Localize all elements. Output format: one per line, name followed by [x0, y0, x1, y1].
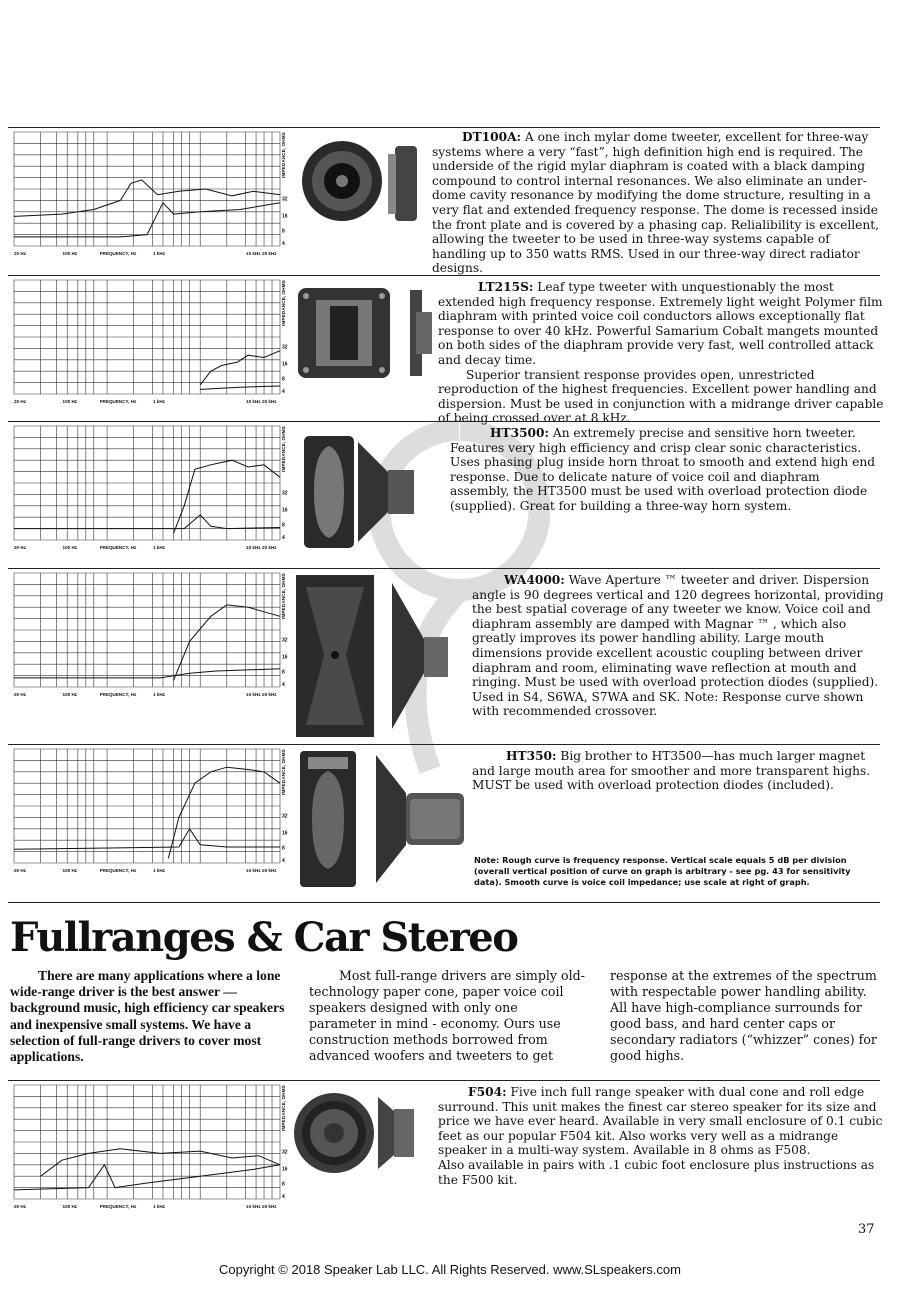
x-tick-label: 20 kHz: [262, 868, 277, 873]
impedance-curve: [14, 203, 280, 237]
product-row-ht3500: [8, 421, 880, 554]
y-axis-label: IMPEDANCE, OHMS: [282, 573, 287, 619]
y-tick-label: 8: [282, 845, 285, 852]
y-tick-label: 4: [282, 681, 285, 688]
product-text: Wave Aperture ™ tweeter and driver. Dispersion angle is 90 degrees vertical and 120 degrees horizontal, providing the best spatial coverage of any tweeter we know. Voice coil and diaphram assembly are damped with Magnar ™ , which also greatly improves its power handling ability. Large mouth dimensions provide excellent acoustic coupling between driver diaphram and room, eliminating wave reflection at mouth and ringing. Must be used with overload protection diodes (supplied). Used in S4, S6WA, S7WA and SK. Note: Response curve shown with recommended crossover.: [472, 573, 884, 719]
dt100a-description: [432, 130, 880, 276]
y-axis-label: IMPEDANCE, OHMS: [282, 1085, 287, 1131]
y-tick-label: 4: [282, 240, 285, 247]
x-tick-label: 20 Hz: [14, 251, 27, 256]
lt215s-description: [438, 280, 884, 426]
y-tick-label: 8: [282, 376, 285, 383]
y-tick-label: 4: [282, 388, 285, 395]
product-row-wa4000: [8, 568, 884, 739]
frequency-response-curve: [168, 767, 280, 858]
x-tick-label: 20 Hz: [14, 868, 27, 873]
ht350-description: [472, 749, 884, 793]
dt100a-photo: [300, 136, 420, 235]
response-chart: [12, 747, 292, 875]
y-tick-label: 4: [282, 1193, 285, 1200]
product-text: Leaf type tweeter with unquestionably the most extended high frequency response. Extremely light weight Polymer film diaphram with printed voice coil conductors allows exceptionally flat response to over 40 kHz. Powerful Samarium Cobalt mangets mounted on both sides of the diaphram provide very fast, well controlled attack and decay time.: [438, 280, 883, 367]
x-tick-label: 1 kHz: [152, 399, 165, 404]
x-tick-label: 100 Hz: [62, 399, 78, 404]
x-tick-label: 10 kHz: [246, 868, 261, 873]
y-tick-label: 16: [282, 213, 288, 220]
y-tick-label: 4: [282, 857, 285, 864]
chart-grid: [14, 1085, 280, 1199]
y-tick-label: 4: [282, 534, 285, 541]
x-tick-label: 100 Hz: [62, 545, 78, 550]
y-tick-label: 16: [282, 507, 288, 514]
x-tick-label: FREQUENCY, Hz: [99, 868, 137, 873]
y-axis-label: IMPEDANCE, OHMS: [282, 280, 287, 326]
response-chart: [12, 278, 292, 406]
y-tick-label: 8: [282, 522, 285, 529]
section-intro-1: There are many applications where a lone wide-range driver is the best answer — background music, high efficiency car speakers and inexpensive small systems. We have a selection of full-range drivers to cover most applications.: [10, 968, 285, 1065]
section-title: Fullranges & Car Stereo: [10, 914, 518, 961]
chart-note: Note: Rough curve is frequency response. Vertical scale equals 5 dB per division (overall vertical position of curve on graph is arbitrary - see pg. 43 for sensitivity data). Smooth curve is voice coil impedance; use scale at right of graph.: [474, 855, 851, 887]
y-tick-label: 8: [282, 1181, 285, 1188]
wa4000-description: [472, 573, 884, 719]
x-tick-label: 100 Hz: [62, 692, 78, 697]
impedance-curve: [200, 386, 280, 389]
x-tick-label: 10 kHz: [246, 1204, 261, 1209]
y-axis-label: IMPEDANCE, OHMS: [282, 132, 287, 178]
ht3500-photo: [300, 432, 430, 556]
x-tick-label: 20 Hz: [14, 692, 27, 697]
impedance-curve: [14, 669, 280, 678]
y-tick-label: 8: [282, 228, 285, 235]
impedance-curve: [14, 1165, 280, 1190]
response-chart: [12, 130, 292, 258]
x-tick-label: 1 kHz: [152, 1204, 165, 1209]
y-tick-label: 32: [282, 637, 288, 644]
response-chart: [12, 424, 292, 552]
product-code: LT215S:: [478, 280, 534, 294]
product-text: An extremely precise and sensitive horn tweeter. Features very high efficiency and crisp clear sonic characteristics. Uses phasing plug inside horn throat to smooth and extend high end response. Due to delicate nature of voice coil and diaphram assembly, the HT3500 must be used with overload protection diode (supplied). Great for building a three-way horn system.: [450, 426, 876, 513]
product-code: HT3500:: [490, 426, 550, 440]
x-tick-label: 1 kHz: [152, 692, 165, 697]
section-intro-2: Most full-range drivers are simply old-technology paper cone, paper voice coil speakers designed with only one parameter in mind - economy. Ours use construction methods borrowed from advanced woofers and tweeters to get: [309, 968, 585, 1063]
x-tick-label: FREQUENCY, Hz: [99, 545, 137, 550]
x-tick-label: FREQUENCY, Hz: [99, 251, 137, 256]
y-tick-label: 32: [282, 490, 288, 497]
x-tick-label: FREQUENCY, Hz: [99, 399, 137, 404]
x-tick-label: 1 kHz: [152, 545, 165, 550]
frequency-response-curve: [200, 351, 280, 385]
f504-description: [438, 1085, 884, 1187]
section-intro-3: response at the extremes of the spectrum with respectable power handling ability. All have high-compliance surrounds for good bass, and hard center caps or secondary radiators (“whizzer” cones) for good highs.: [610, 968, 877, 1063]
y-tick-label: 16: [282, 654, 288, 661]
x-tick-label: 20 kHz: [262, 692, 277, 697]
product-row-dt100a: [8, 127, 880, 276]
lt215s-photo: [298, 286, 438, 385]
product-code: WA4000:: [504, 573, 565, 587]
product-text: Also available in pairs with .1 cubic foot enclosure plus instructions as the F500 kit.: [438, 1157, 875, 1187]
product-text: Big brother to HT3500—has much larger magnet and large mouth area for smoother and more transparent highs. MUST be used with overload protection diodes (included).: [472, 749, 871, 793]
product-code: HT350:: [506, 749, 557, 763]
product-text: Five inch full range speaker with dual cone and roll edge surround. This unit makes the finest car stereo speaker for its size and price we have ever heard. Available in very small enclosure of 0.1 cubic feet as our popular F504 kit. Also works very well as a midrange speaker in a multi-way system. Available in 8 ohms as F508.: [438, 1085, 883, 1158]
product-text: Superior transient response provides open, unrestricted reproduction of the highest frequencies. Excellent power handling and dispersion. Must be used in conjunction with a midrange driver capable of being crossed over at 8 kHz.: [438, 367, 884, 426]
x-tick-label: FREQUENCY, Hz: [99, 1204, 137, 1209]
product-code: F504:: [468, 1085, 507, 1099]
y-axis-label: IMPEDANCE, OHMS: [282, 426, 287, 472]
product-text: A one inch mylar dome tweeter, excellent for three-way systems where a very “fast”, high definition high end is required. The underside of the rigid mylar diaphram is coated with a black damping compound to control internal resonances. We also eliminate an under-dome cavity resonance by modifying the dome structure, resulting in a very flat and extended frequency response. The dome is recessed inside the front plate and is covered by a phasing cap. Relialibility is excellent, allowing the tweeter to be used in three-way systems capable of handling up to 350 watts RMS. Used in our three-way direct radiator designs.: [432, 130, 879, 276]
y-tick-label: 8: [282, 669, 285, 676]
response-chart: [12, 571, 292, 699]
chart-grid: [14, 132, 280, 246]
y-tick-label: 32: [282, 344, 288, 351]
frequency-response-curve: [41, 1149, 280, 1176]
product-code: DT100A:: [462, 130, 522, 144]
chart-grid: [14, 280, 280, 394]
frequency-response-curve: [14, 180, 280, 217]
x-tick-label: 20 Hz: [14, 545, 27, 550]
y-tick-label: 32: [282, 1149, 288, 1156]
x-tick-label: 20 kHz: [262, 545, 277, 550]
x-tick-label: 1 kHz: [152, 251, 165, 256]
x-tick-label: 10 kHz: [246, 251, 261, 256]
x-tick-label: FREQUENCY, Hz: [99, 692, 137, 697]
chart-grid: [14, 749, 280, 863]
ht3500-description: [450, 426, 876, 514]
x-tick-label: 20 kHz: [262, 399, 277, 404]
y-axis-label: IMPEDANCE, OHMS: [282, 749, 287, 795]
x-tick-label: 20 kHz: [262, 1204, 277, 1209]
x-tick-label: 100 Hz: [62, 251, 78, 256]
x-tick-label: 10 kHz: [246, 399, 261, 404]
wa4000-photo: [294, 573, 458, 743]
impedance-curve: [14, 829, 280, 850]
ht350-photo: [298, 749, 468, 893]
x-tick-label: 10 kHz: [246, 692, 261, 697]
y-tick-label: 32: [282, 196, 288, 203]
product-row-lt215s: [8, 275, 884, 426]
x-tick-label: 20 kHz: [262, 251, 277, 256]
x-tick-label: 20 Hz: [14, 1204, 27, 1209]
copyright-footer: Copyright © 2018 Speaker Lab LLC. All Rights Reserved. www.SLspeakers.com: [219, 1262, 681, 1277]
x-tick-label: 100 Hz: [62, 1204, 78, 1209]
y-tick-label: 32: [282, 813, 288, 820]
page-number: 37: [858, 1222, 875, 1237]
y-tick-label: 16: [282, 1166, 288, 1173]
y-tick-label: 16: [282, 830, 288, 837]
x-tick-label: 1 kHz: [152, 868, 165, 873]
y-tick-label: 16: [282, 361, 288, 368]
chart-grid: [14, 426, 280, 540]
product-row-f504: [8, 1080, 883, 1213]
section-rule: [8, 902, 880, 903]
x-tick-label: 100 Hz: [62, 868, 78, 873]
x-tick-label: 10 kHz: [246, 545, 261, 550]
x-tick-label: 20 Hz: [14, 399, 27, 404]
response-chart: [12, 1083, 292, 1211]
f504-photo: [294, 1089, 418, 1183]
